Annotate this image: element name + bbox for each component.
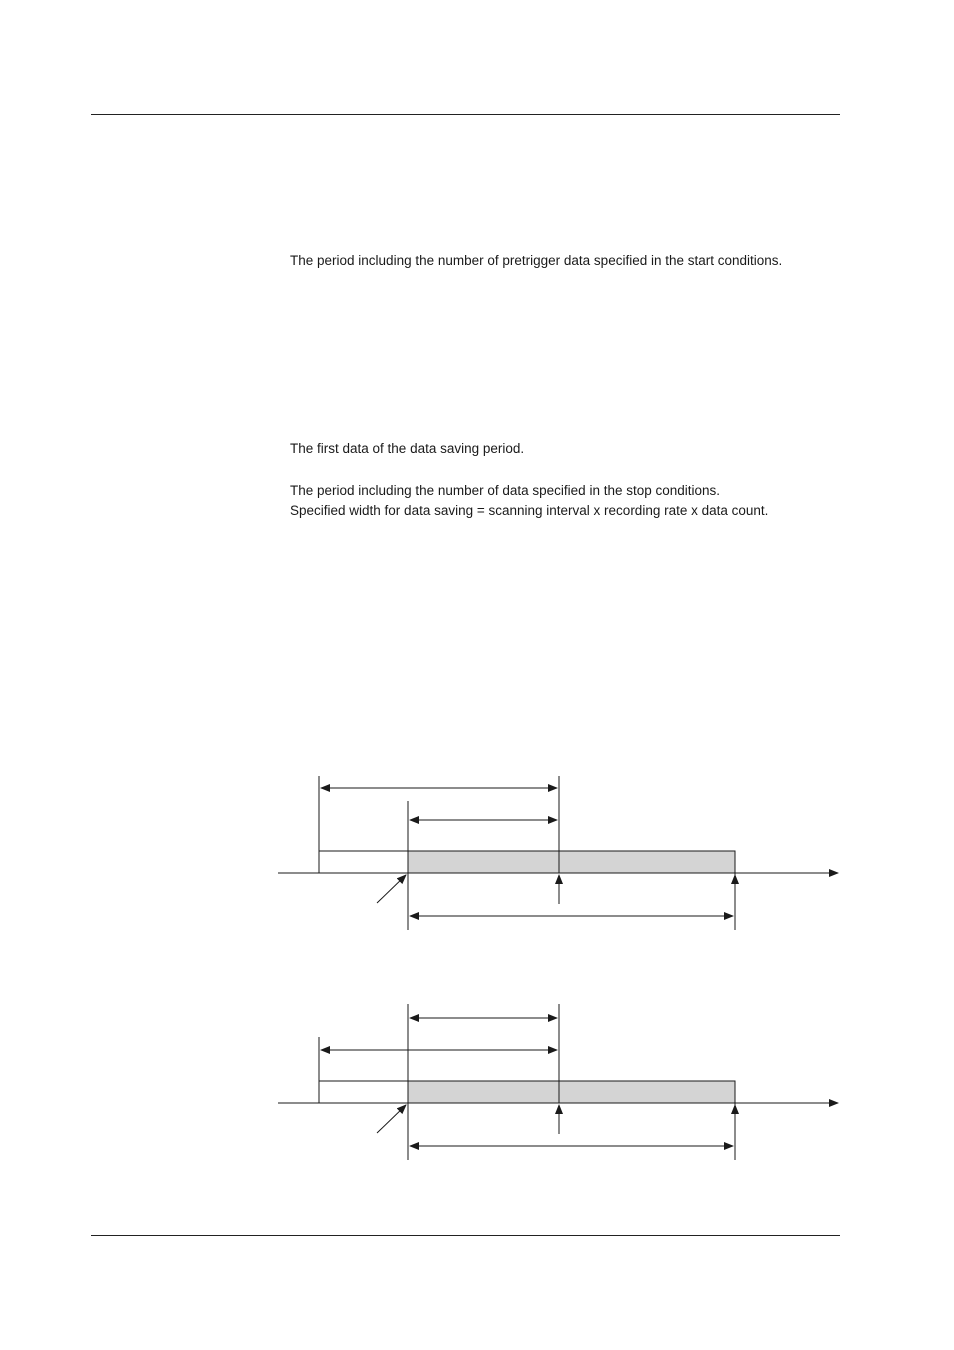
stop-period-description: The period including the number of data specified in the stop conditions. xyxy=(290,483,721,498)
footer-rule xyxy=(91,1235,840,1236)
pretrigger-bar xyxy=(319,851,408,873)
data-saving-bar xyxy=(408,1081,735,1103)
saving-width-formula: Specified width for data saving = scanning interval x recording rate x data count. xyxy=(290,503,769,518)
first-data-description: The first data of the data saving period. xyxy=(290,441,525,456)
timing-diagram-2 xyxy=(0,990,954,1170)
pretrigger-bar xyxy=(319,1081,408,1103)
data-saving-bar xyxy=(408,851,735,873)
timing-diagram-1 xyxy=(0,760,954,940)
pretrigger-period-description: The period including the number of pretrigger data specified in the start conditions. xyxy=(290,253,783,268)
first-data-pointer xyxy=(377,1105,406,1133)
first-data-pointer xyxy=(377,875,406,903)
header-rule xyxy=(91,114,840,115)
